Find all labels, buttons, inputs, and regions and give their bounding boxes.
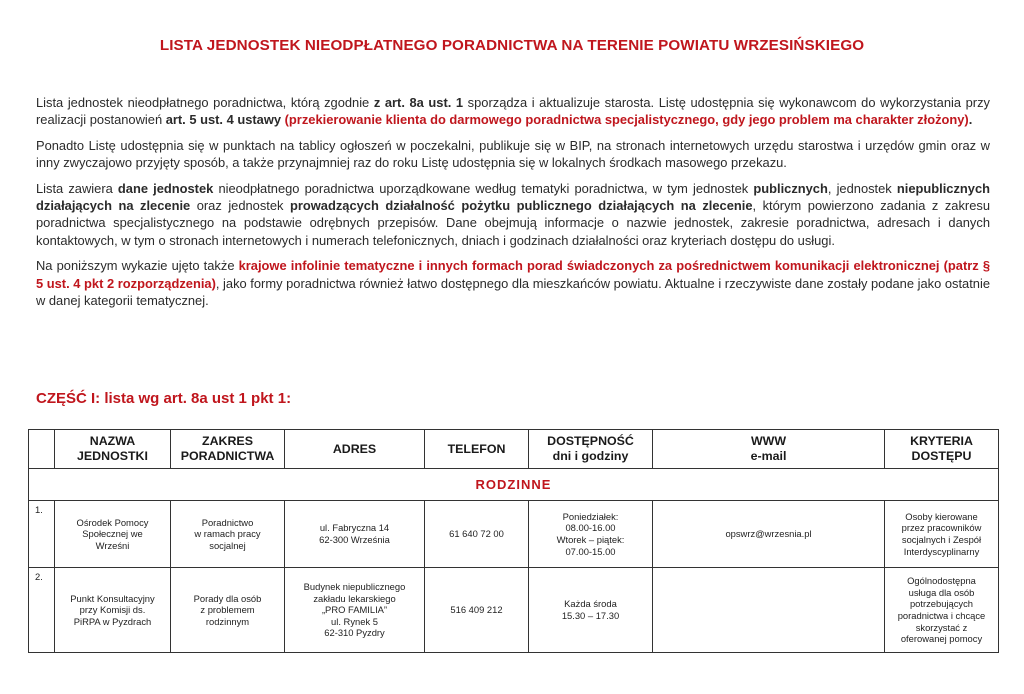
paragraph-3	[36, 180, 990, 250]
units-table	[28, 429, 999, 653]
cell-line: 07.00-15.00	[565, 545, 616, 557]
category-label: RODZINNE	[29, 469, 999, 501]
highlight-span: (przekierowanie klienta do darmowego poradnictwa specjalistycznego, gdy jego problem ma charakter złożony)	[284, 112, 969, 128]
bold-span: art. 5 ust. 4 ustawy	[165, 112, 282, 128]
cell-line: Poradnictwo	[201, 516, 254, 528]
cell-line: PiRPA w Pyzdrach	[73, 615, 152, 627]
cell-line: Poniedziałek:	[562, 510, 619, 522]
cell-line: przy Komisji ds.	[79, 604, 146, 616]
cell-line: PORADNICTWA	[180, 449, 275, 463]
text-span: Ponadto Listę udostępnia się w punktach na tablicy ogłoszeń w poczekalni, publikuje się w BIP, na stronach internetowych urzędu starostwa i urzędów gmin oraz w inny zwyczajowo przyjęty sposób, a także przynajmniej raz do roku Listę udostępnia się w lokalnych środkach masowego przekazu.	[36, 137, 990, 171]
cell-line: Budynek niepublicznego	[303, 581, 406, 593]
row-number: 2.	[29, 568, 55, 653]
cell-line: 62-300 Września	[319, 534, 390, 545]
bold-span: z art. 8a ust. 1	[373, 95, 464, 110]
section-heading: CZĘŚĆ I: lista wg art. 8a ust 1 pkt 1:	[36, 390, 292, 407]
unit-availability	[529, 568, 653, 653]
paragraph-4	[36, 257, 990, 309]
cell-line: „PRO FAMILIA”	[321, 604, 388, 616]
cell-line: Społecznej we	[82, 528, 143, 540]
cell-line: skorzystać z	[915, 621, 968, 633]
intro-text	[36, 94, 990, 317]
bold-span: niepublicznych działających na zlecenie	[36, 180, 991, 214]
cell-line: potrzebujących	[909, 598, 974, 610]
header-phone	[425, 430, 529, 469]
paragraph-2	[36, 137, 990, 172]
cell-line: oferowanej pomocy	[900, 633, 983, 645]
cell-line: w ramach pracy	[194, 528, 261, 540]
cell-line: Każda środa	[564, 598, 617, 610]
paragraph-1	[36, 94, 990, 129]
cell-line: poradnictwa i chcące	[897, 610, 986, 621]
text-span: , którym powierzono zadania z zakresu poradnictwa specjalistycznego na podstawie odrębnych przepisów. Dane obejmują informacje o nazwie jednostek, zakresie poradnictwa, adresach i danych kontaktowych, w tym o stronach internetowych i numerach telefonicznych, dniach i godzinach działalności oraz kryteriach dostępu do usługi.	[36, 198, 990, 248]
text-span: .	[968, 112, 973, 128]
text-span: , jednostek	[827, 180, 897, 196]
cell-line: DOSTĘPNOŚĆ	[547, 434, 634, 448]
cell-line: Punkt Konsultacyjny	[70, 592, 155, 604]
cell-line: 08.00-16.00	[565, 522, 616, 534]
unit-email	[653, 568, 885, 653]
cell-line: NAZWA	[89, 434, 136, 448]
header-address	[285, 430, 425, 469]
cell-line: usługa dla osób	[908, 586, 975, 598]
cell-line: Wrześni	[95, 539, 130, 551]
unit-criteria	[885, 568, 999, 653]
header-lp	[29, 430, 55, 469]
unit-name	[55, 501, 171, 568]
text-span: Lista jednostek nieodpłatnego poradnictwa, którą zgodnie	[36, 95, 374, 110]
cell-line: e-mail	[750, 449, 787, 463]
unit-address	[285, 568, 425, 653]
unit-phone	[425, 568, 529, 653]
cell-line: DOSTĘPU	[911, 449, 972, 463]
unit-scope	[171, 501, 285, 568]
cell-line: Wtorek – piątek:	[556, 534, 625, 545]
cell-line: Porady dla osób	[193, 592, 262, 604]
text-span: , jako formy poradnictwa również łatwo dostępnego dla mieszkańców powiatu. Aktualne i rzeczywiste dane zostały podane jako ostatnie w danej kategorii tematycznej.	[36, 275, 990, 309]
unit-phone	[425, 501, 529, 568]
unit-email	[653, 501, 885, 568]
text-span: oraz jednostek	[190, 198, 291, 214]
cell-line: z problemem	[200, 604, 255, 616]
table-row	[29, 568, 999, 653]
unit-criteria	[885, 501, 999, 568]
text-span: Na poniższym wykazie ujęto także	[36, 258, 239, 274]
bold-span: prowadzących działalność pożytku publicznego działających na zlecenie	[290, 198, 753, 214]
cell-line: Ogólnodostępna	[907, 575, 976, 587]
bold-span: publicznych	[753, 180, 828, 196]
cell-line: ul. Rynek 5	[331, 615, 378, 627]
category-row	[29, 469, 999, 501]
unit-name	[55, 568, 171, 653]
cell-line: socjalnych i Zespół	[901, 534, 982, 545]
unit-address	[285, 501, 425, 568]
cell-line: socjalnej	[209, 539, 246, 551]
cell-line: ZAKRES	[202, 434, 253, 448]
cell-line: przez pracowników	[901, 522, 982, 534]
unit-availability	[529, 501, 653, 568]
cell-line: rodzinnym	[205, 615, 250, 627]
header-scope	[171, 430, 285, 469]
unit-scope	[171, 568, 285, 653]
cell-line: JEDNOSTKI	[77, 449, 148, 463]
text-span: nieodpłatnego poradnictwa uporządkowane według tematyki poradnictwa, w tym jednostek	[213, 180, 754, 196]
header-availability	[529, 430, 653, 469]
text-span: Lista zawiera	[36, 180, 118, 196]
cell-line: WWW	[750, 434, 787, 448]
cell-line: KRYTERIA	[910, 434, 973, 448]
table-row	[29, 501, 999, 568]
table-header-row	[29, 430, 999, 469]
cell-line: zakładu lekarskiego	[313, 592, 396, 604]
bold-span: dane jednostek	[117, 180, 214, 196]
cell-line: Osoby kierowane	[905, 510, 978, 522]
cell-line: 62-310 Pyzdry	[324, 627, 385, 639]
text-span: sporządza i aktualizuje starosta. Listę udostępnia się wykonawcom do wykorzystania przy realizacji postanowień	[36, 95, 990, 128]
cell-line: 61 640 72 00	[449, 528, 504, 540]
highlight-span: krajowe infolinie tematyczne i innych formach porad świadczonych za pośrednictwem komunikacji elektronicznej (patrz § 5 ust. 4 pkt 2 rozporządzenia)	[36, 258, 990, 291]
row-number: 1.	[29, 501, 55, 568]
header-criteria	[885, 430, 999, 469]
header-name	[55, 430, 171, 469]
cell-line: dni i godziny	[552, 449, 629, 463]
cell-line: Interdyscyplinarny	[903, 545, 980, 557]
cell-line: Ośrodek Pomocy	[76, 516, 149, 528]
cell-line: 516 409 212	[450, 604, 503, 616]
page-title: LISTA JEDNOSTEK NIEODPŁATNEGO PORADNICTWA NA TERENIE POWIATU WRZESIŃSKIEGO	[159, 37, 865, 54]
cell-line: opswrz@wrzesnia.pl	[725, 528, 812, 540]
cell-line: 15.30 – 17.30	[561, 610, 620, 621]
cell-line: ul. Fabryczna 14	[319, 522, 390, 534]
header-www	[653, 430, 885, 469]
cell-line: ADRES	[332, 441, 377, 456]
cell-line: TELEFON	[447, 441, 506, 456]
